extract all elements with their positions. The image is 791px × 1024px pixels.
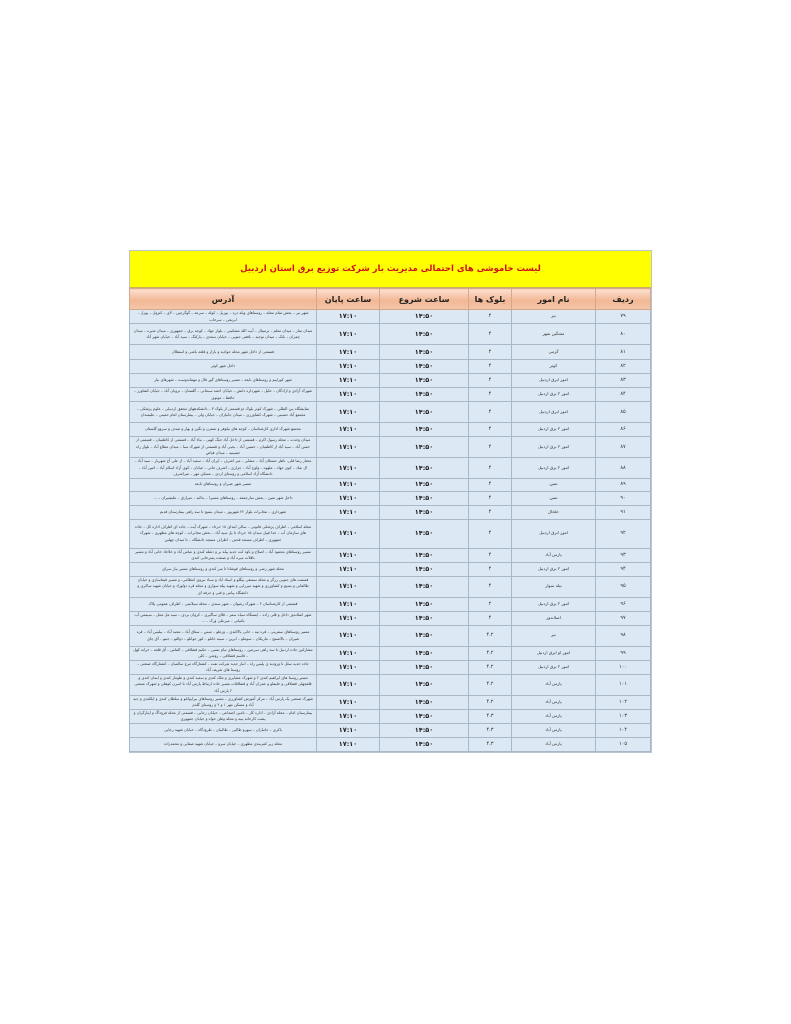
table-row xyxy=(130,695,651,709)
row-number-cell: ۹۱ xyxy=(596,505,651,519)
start-time-cell: ۱۴:۵۰ xyxy=(380,458,469,479)
address-cell: داخل شهر کوثر xyxy=(130,360,317,374)
table-row xyxy=(130,324,651,345)
address-cell: مجتمع شهرک اداری کارشناسان – کوچه های نیلوفر و نسترن و نگین و بهار و صدف و سروو گلستان xyxy=(130,423,317,437)
start-time-cell: ۱۴:۵۰ xyxy=(380,646,469,660)
header-office-name: نام امور xyxy=(512,289,596,310)
row-number-cell: ۸۲ xyxy=(596,360,651,374)
row-number-cell: ۸۱ xyxy=(596,345,651,360)
end-time-cell: ۱۷:۱۰ xyxy=(317,548,380,562)
office-name-cell: امور او ابرق اردبیل xyxy=(512,646,596,660)
end-time-cell: ۱۷:۱۰ xyxy=(317,519,380,548)
blocks-cell: ۴.۳ xyxy=(469,709,512,723)
blocks-cell: ۴.۳ xyxy=(469,723,512,737)
row-number-cell: ۹۲ xyxy=(596,519,651,548)
address-cell: مختار رضا قلی، ناظر حسنلان آباد – مشایر – میر اشرف – ایران آباد – سعید آباد – از علی آخ شهریار – سید آباد – ال عباد – کوی جهاد – ملهوه – ولوح آباد – جزاری – اشرف خانی – خیابان – کوی آزاد اسلام آباد – امین آباد – دانشگاه آزاد اسلامی و روستای اردی – مسکن مهر – میراشرف xyxy=(130,458,317,479)
header-start-time: ساعت شروع xyxy=(380,289,469,310)
end-time-cell: ۱۷:۱۰ xyxy=(317,458,380,479)
blocks-cell: ۴.۲ xyxy=(469,625,512,646)
office-name-cell: امور ۲ برق اردبیل xyxy=(512,562,596,576)
start-time-cell: ۱۴:۵۰ xyxy=(380,737,469,751)
address-cell: محله اسلامی – اطراف پزشکی قانونی – سالی ابتدای ۱۸ خرداد – شهرک آیت – جاده ای اطراف اداره کل – جاده های سازمان آب – خدا قبیل میدان ۱۵ خرداد تا پل سید آباد – بخش مخابرات – کوچه های مطهری – شهرک جمهوری – اطراف مسجد قدس – اطراف مسجد دانشگاه – تا میدان چهلین xyxy=(130,519,317,548)
start-time-cell: ۱۴:۵۰ xyxy=(380,695,469,709)
start-time-cell: ۱۴:۵۰ xyxy=(380,723,469,737)
end-time-cell: ۱۷:۱۰ xyxy=(317,388,380,402)
address-cell: مشارکین جاده اردبیل تا سه راهی سرعین – روستاهای نیام نسبی – حکیم قشلاقی – الماس – آق قلعه – خرانه کهل – قاسم قشلاقی – روشن – کلی xyxy=(130,646,317,660)
table-row xyxy=(130,388,651,402)
table-row xyxy=(130,345,651,360)
table-row xyxy=(130,505,651,519)
blocks-cell: ۴.۳ xyxy=(469,737,512,751)
end-time-cell: ۱۷:۱۰ xyxy=(317,345,380,360)
address-cell: مسیر روستاهای سفرینی – قره تپه – خانی بالاکندی – ورغلو – میس – ستاق آباد – مجید آباد – بیلیس آباد – قره شیران – بالاصمچ – ماریکان – سوملو – ابرین – سینه خانلو – کور جوانلو – دوالتو – جبتو – آق چای xyxy=(130,625,317,646)
end-time-cell: ۱۷:۱۰ xyxy=(317,737,380,751)
row-number-cell: ۹۴ xyxy=(596,562,651,576)
start-time-cell: ۱۴:۵۰ xyxy=(380,478,469,491)
office-name-cell: امور ۲ برق اردبیل xyxy=(512,597,596,611)
row-number-cell: ۱۰۲ xyxy=(596,695,651,709)
address-cell: مسیر روستاهای محمود آباد – اصلاح و ناوه کت جدید پیله بر و دشله کندی و عباس آباد و خلاجاد خانی آباد و مسیر باقلات میره آباد و صنعت پسرخانی کندی xyxy=(130,548,317,562)
office-name-cell: پارس آباد xyxy=(512,548,596,562)
end-time-cell: ۱۷:۱۰ xyxy=(317,695,380,709)
table-row xyxy=(130,597,651,611)
end-time-cell: ۱۷:۱۰ xyxy=(317,505,380,519)
start-time-cell: ۱۴:۵۰ xyxy=(380,519,469,548)
row-number-cell: ۹۰ xyxy=(596,491,651,505)
table-row xyxy=(130,374,651,388)
blocks-cell: ۴ xyxy=(469,519,512,548)
row-number-cell: ۹۵ xyxy=(596,576,651,597)
end-time-cell: ۱۷:۱۰ xyxy=(317,646,380,660)
table-row xyxy=(130,310,651,324)
start-time-cell: ۱۴:۵۰ xyxy=(380,491,469,505)
start-time-cell: ۱۴:۵۰ xyxy=(380,345,469,360)
start-time-cell: ۱۴:۵۰ xyxy=(380,324,469,345)
table-row xyxy=(130,360,651,374)
address-cell: شهر نیر – بخش تمام محله – روستاهای ویله دره – بوزیل – کوله – سرعه – گوگرچین – لای – کنزول – یوزل – ایرنجی – سرخاب xyxy=(130,310,317,324)
end-time-cell: ۱۷:۱۰ xyxy=(317,310,380,324)
table-row xyxy=(130,491,651,505)
table-row xyxy=(130,458,651,479)
header-row-number: ردیف xyxy=(596,289,651,310)
office-name-cell: امور ابرق اردبیل xyxy=(512,374,596,388)
office-name-cell: نمین xyxy=(512,491,596,505)
office-name-cell: اصلاندوز xyxy=(512,611,596,625)
start-time-cell: ۱۴:۵۰ xyxy=(380,388,469,402)
sheet-title: لیست خاموشی های احتمالی مدیریت بار شرکت توزیع برق استان اردبیل xyxy=(240,264,541,274)
row-number-cell: ۸۷ xyxy=(596,437,651,458)
end-time-cell: ۱۷:۱۰ xyxy=(317,478,380,491)
row-number-cell: ۹۶ xyxy=(596,597,651,611)
blocks-cell: ۴ xyxy=(469,324,512,345)
address-cell: شهرک آزادی و ازادگان – خلیل – شهرداره دانش – خیابان احمد سبحانی – گلستان – ترویان آباد – خیابان کشاورز – حافظ – موتوی xyxy=(130,388,317,402)
blocks-cell: ۴ xyxy=(469,437,512,458)
end-time-cell: ۱۷:۱۰ xyxy=(317,625,380,646)
row-number-cell: ۹۸ xyxy=(596,625,651,646)
table-row xyxy=(130,646,651,660)
blocks-cell: ۴ xyxy=(469,423,512,437)
row-number-cell: ۸۸ xyxy=(596,458,651,479)
table-row xyxy=(130,548,651,562)
end-time-cell: ۱۷:۱۰ xyxy=(317,660,380,674)
row-number-cell: ۷۹ xyxy=(596,310,651,324)
table-row xyxy=(130,478,651,491)
office-name-cell: بیله سوار xyxy=(512,576,596,597)
office-name-cell: امور ابرق اردبیل xyxy=(512,519,596,548)
address-cell: محله زیر کمربندی مطهری – خیابان سرو – خیابان شهید صفایی و محمدزاده xyxy=(130,737,317,751)
address-cell: قسمتی از کارشناسان ۲ – شهرک رضوان – شهر سندی – محله سیلانیتی – اطراف عمومی پلاک xyxy=(130,597,317,611)
table-row xyxy=(130,402,651,423)
header-end-time: ساعت پایان xyxy=(317,289,380,310)
blocks-cell: ۴.۲ xyxy=(469,660,512,674)
end-time-cell: ۱۷:۱۰ xyxy=(317,723,380,737)
office-name-cell: مشگین شهر xyxy=(512,324,596,345)
address-cell: محله شهر رضی و روستاهای قوشانا تا میر کندی و روستاهای مسیر نیار سرای xyxy=(130,562,317,576)
office-name-cell: گرمی xyxy=(512,345,596,360)
office-name-cell: امور ۲ برق اردبیل xyxy=(512,458,596,479)
office-name-cell: کوثر xyxy=(512,360,596,374)
blocks-cell: ۲ xyxy=(469,597,512,611)
office-name-cell: امور ۲ برق اردبیل xyxy=(512,423,596,437)
header-blocks: بلوک ها xyxy=(469,289,512,310)
blocks-cell: ۴ xyxy=(469,505,512,519)
row-number-cell: ۸۵ xyxy=(596,402,651,423)
end-time-cell: ۱۷:۱۰ xyxy=(317,562,380,576)
table-header-row xyxy=(130,289,651,310)
office-name-cell: پارس آباد xyxy=(512,695,596,709)
address-cell: میدان نماز – میدان معلم – ترمینال – آیت الله مشکینی – بلوار جهاد – کوچه برق – جمهوری – میدان شیره – میدان چمران – بانک – میدان توحید – بافقی جنوبی – خیابان سعدی – پارکنگ – سید آباد – خیابان شهر آباد xyxy=(130,324,317,345)
table-row xyxy=(130,423,651,437)
address-cell: جاده جدید سلل تا ورودیه ی پلیس راه – انبار جدید شرکت نفت – کشتارگاه مرغ سالمیان – کشتارگاه صنعتی – روستا های شریف آباد xyxy=(130,660,317,674)
start-time-cell: ۱۴:۵۰ xyxy=(380,423,469,437)
office-name-cell: امور ۲ برق اردبیل xyxy=(512,437,596,458)
blocks-cell: ۴ xyxy=(469,491,512,505)
outage-sheet xyxy=(129,250,652,753)
table-row xyxy=(130,723,651,737)
blocks-cell: ۴.۲ xyxy=(469,646,512,660)
blocks-cell: ۴ xyxy=(469,388,512,402)
office-name-cell: خلخال xyxy=(512,505,596,519)
table-row xyxy=(130,709,651,723)
start-time-cell: ۱۴:۵۰ xyxy=(380,310,469,324)
start-time-cell: ۱۴:۵۰ xyxy=(380,562,469,576)
table-row xyxy=(130,576,651,597)
table-row xyxy=(130,660,651,674)
blocks-cell: ۴ xyxy=(469,458,512,479)
end-time-cell: ۱۷:۱۰ xyxy=(317,597,380,611)
row-number-cell: ۱۰۱ xyxy=(596,674,651,695)
start-time-cell: ۱۴:۵۰ xyxy=(380,360,469,374)
row-number-cell: ۸۰ xyxy=(596,324,651,345)
table-row xyxy=(130,437,651,458)
office-name-cell: پارس آباد xyxy=(512,723,596,737)
row-number-cell: ۱۰۰ xyxy=(596,660,651,674)
row-number-cell: ۹۹ xyxy=(596,646,651,660)
blocks-cell: ۴ xyxy=(469,402,512,423)
header-address: آدرس xyxy=(130,289,317,310)
office-name-cell: نمین xyxy=(512,478,596,491)
office-name-cell: امور ۲ برق اردبیل xyxy=(512,388,596,402)
blocks-cell: ۴ xyxy=(469,576,512,597)
start-time-cell: ۱۴:۵۰ xyxy=(380,625,469,646)
start-time-cell: ۱۴:۵۰ xyxy=(380,576,469,597)
blocks-cell: ۴ xyxy=(469,360,512,374)
row-number-cell: ۱۰۴ xyxy=(596,723,651,737)
end-time-cell: ۱۷:۱۰ xyxy=(317,360,380,374)
start-time-cell: ۱۴:۵۰ xyxy=(380,505,469,519)
address-cell: میدان وحدت – محله رسول اکرم – قسمتی از داخل آباد جنگ کهنی – بناء آباد – قسمتی از کاظمیان – قسمتی از حسن آباد – سید آباد از کاظمیان – حسین آباد – یحیی آباد و قسمتی از شهرک سبا – میدان مطاع آباد – بلوار راه حسینیه – میدان فیاض xyxy=(130,437,317,458)
start-time-cell: ۱۴:۵۰ xyxy=(380,611,469,625)
outage-table xyxy=(129,288,651,752)
end-time-cell: ۱۷:۱۰ xyxy=(317,611,380,625)
end-time-cell: ۱۷:۱۰ xyxy=(317,709,380,723)
blocks-cell: ۴ xyxy=(469,562,512,576)
start-time-cell: ۱۴:۵۰ xyxy=(380,548,469,562)
table-row xyxy=(130,611,651,625)
office-name-cell: نیر xyxy=(512,625,596,646)
blocks-cell: ۴ xyxy=(469,478,512,491)
start-time-cell: ۱۴:۵۰ xyxy=(380,660,469,674)
start-time-cell: ۱۴:۵۰ xyxy=(380,674,469,695)
table-row xyxy=(130,674,651,695)
blocks-cell: ۴ xyxy=(469,548,512,562)
row-number-cell: ۱۰۳ xyxy=(596,709,651,723)
address-cell: شهر اصلاندوز داخل و قلی زاده – ایستگاه سیاه سفر – قلای ساگیری – کروان بردی – سید مل محل – سیمس آب باغیانی – میرعلی ورک – ... xyxy=(130,611,317,625)
office-name-cell: پارس آباد xyxy=(512,709,596,723)
end-time-cell: ۱۷:۱۰ xyxy=(317,423,380,437)
blocks-cell: ۴.۲ xyxy=(469,674,512,695)
blocks-cell: ۴ xyxy=(469,374,512,388)
row-number-cell: ۹۳ xyxy=(596,548,651,562)
row-number-cell: ۸۹ xyxy=(596,478,651,491)
address-cell: باکری – جانبازان – سهرو طالبی – طالبیان – طرودگاه – خیابان شهید رجایی xyxy=(130,723,317,737)
end-time-cell: ۱۷:۱۰ xyxy=(317,402,380,423)
end-time-cell: ۱۷:۱۰ xyxy=(317,576,380,597)
table-row xyxy=(130,625,651,646)
row-number-cell: ۸۶ xyxy=(596,423,651,437)
address-cell: شهر کوراییم و روستاهای تابعه – مسیر روستاهای گور قال و مهماندوست – شهرهای نیار xyxy=(130,374,317,388)
address-cell: بیمارستان امام – محله آزادی – اداره کار – تامین اجتماعی – خیابان رجایی – قسمتی از محله قروداگ و ایثارگران و پشت کارخانه پنبه و محله وطن خواه و خیابان جمهوری xyxy=(130,709,317,723)
blocks-cell: ۴.۲ xyxy=(469,695,512,709)
address-cell: مسیر روستا های ابراهیم کندی ۲ و شهرک عشایری و ملک کندی و سعید کندی و طومار کندی و ایمان کندی و قلعچهلی قشلاقی و خلیفلو و عمران آباد و قشلاقات مسیر جاده ارتباط پارس آباد تا اسرن کوهلی و شهرک صنعتی ۲ پارس آباد xyxy=(130,674,317,695)
start-time-cell: ۱۴:۵۰ xyxy=(380,402,469,423)
row-number-cell: ۱۰۵ xyxy=(596,737,651,751)
address-cell: مسیر شهر عنبران و روستاهای تابعه xyxy=(130,478,317,491)
address-cell: شهرک صنعتی یک پارس آباد – مرکز آموزش کشاورزی – مسیر روستاهای بیرایوانلو و سلطان کندی و ایلکندی و جبه آباد و مسکن مهر ۱ و ۲ و روستای گلدم xyxy=(130,695,317,709)
blocks-cell: ۴ xyxy=(469,345,512,360)
office-name-cell: پارس آباد xyxy=(512,737,596,751)
start-time-cell: ۱۴:۵۰ xyxy=(380,597,469,611)
address-cell: داخل شهر نمین – بخش سارجمعه – روستاهای مسیرا – بدالبد – میرازق – علیشیران – ... xyxy=(130,491,317,505)
table-row xyxy=(130,562,651,576)
table-row xyxy=(130,737,651,751)
end-time-cell: ۱۷:۱۰ xyxy=(317,374,380,388)
table-row xyxy=(130,519,651,548)
address-cell: نمایشگاه بین المللی – شهرک کوثر بلوک دو قسمتی از بلوک ۳ – دانشکدههای محقق اردبیلی – علوم پزشکی – مجتمع آباد حسینی – شهرک کشاورزی – میدان جانبازان – خیابان ولی – بیمارستان امام خمینی – علیمندان xyxy=(130,402,317,423)
start-time-cell: ۱۴:۵۰ xyxy=(380,437,469,458)
row-number-cell: ۸۴ xyxy=(596,388,651,402)
address-cell: قسمت های جنوبی زرگر و محله سمنقی بیگلو و استاد اباد و سناد نیروی انتظامی، و مسیر قیماسازی و خیابان طالقانی و بسیج و کشاورزی و شهید میرزایی و شهید پیله سواری و محله قره دولوزاد و خیابان شهید ساکری و دانشگاه پیامی و فنی و حرفه ای xyxy=(130,576,317,597)
office-name-cell: پارس آباد xyxy=(512,674,596,695)
office-name-cell: امور ابرق اردبیل xyxy=(512,402,596,423)
address-cell: شهرداری – مخابرات بلوار ۲۲ شهریور – میدان بسیج تا سه راهی بیمارستان قدیم xyxy=(130,505,317,519)
row-number-cell: ۸۳ xyxy=(596,374,651,388)
sheet-title-bar xyxy=(130,251,651,288)
blocks-cell: ۴ xyxy=(469,611,512,625)
end-time-cell: ۱۷:۱۰ xyxy=(317,437,380,458)
start-time-cell: ۱۴:۵۰ xyxy=(380,374,469,388)
start-time-cell: ۱۴:۵۰ xyxy=(380,709,469,723)
row-number-cell: ۹۷ xyxy=(596,611,651,625)
office-name-cell: نیر xyxy=(512,310,596,324)
address-cell: قسمتی از داخل شهر محله جوادیه و بازار و قلعه باشی و استقلال xyxy=(130,345,317,360)
end-time-cell: ۱۷:۱۰ xyxy=(317,674,380,695)
blocks-cell: ۴ xyxy=(469,310,512,324)
end-time-cell: ۱۷:۱۰ xyxy=(317,324,380,345)
end-time-cell: ۱۷:۱۰ xyxy=(317,491,380,505)
office-name-cell: امور ۲ برق اردبیل xyxy=(512,660,596,674)
